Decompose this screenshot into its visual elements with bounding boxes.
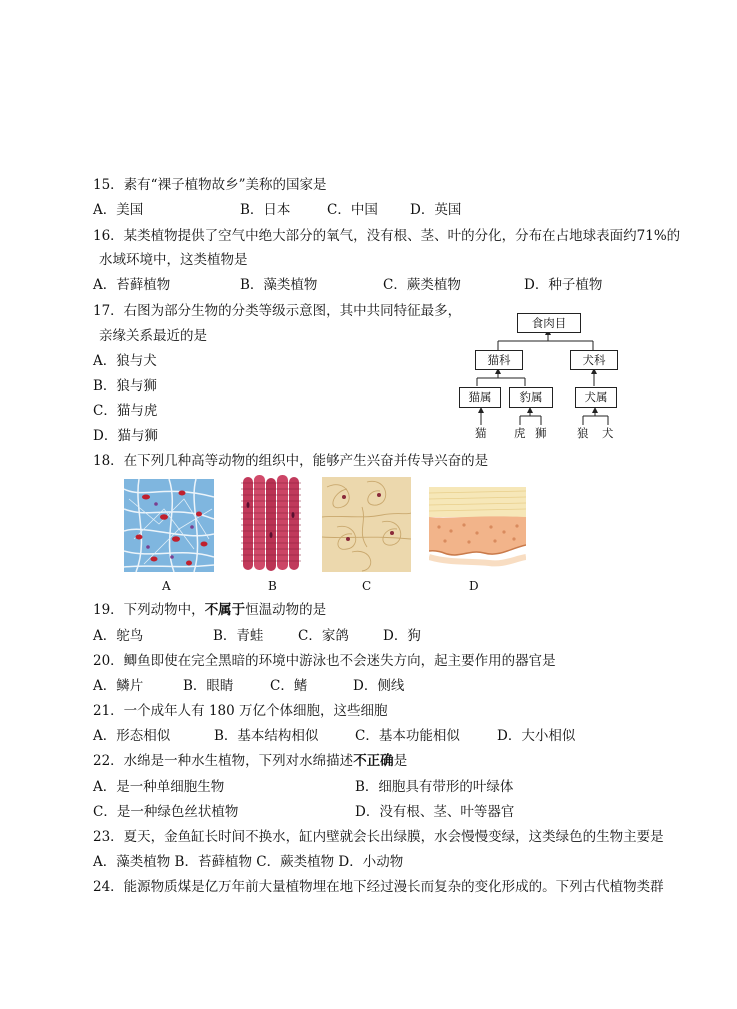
tissue-label-d: D: [469, 579, 479, 593]
q20-option-c: C．鳍: [270, 678, 308, 694]
species-wolf: 狼: [577, 426, 589, 440]
q22-option-a: A．是一种单细胞生物: [93, 779, 225, 795]
q19-option-b: B．青蛙: [213, 628, 264, 644]
tissue-image-c: [322, 477, 411, 572]
q21-option-a: A．形态相似: [93, 728, 171, 744]
species-lion: 狮: [535, 426, 547, 440]
q19-option-d: D．狗: [383, 628, 421, 644]
q17-stem-cont: 亲缘关系最近的是: [99, 328, 207, 344]
q17-option-a: A．狼与犬: [93, 353, 157, 369]
q22-option-d: D．没有根、茎、叶等器官: [355, 804, 515, 820]
q19-option-c: C．家鸽: [298, 628, 349, 644]
q19-option-a: A．鸵鸟: [93, 628, 144, 644]
q17-option-b: B．狼与狮: [93, 378, 157, 394]
tissue-label-c: C: [362, 579, 372, 593]
family-box-cat: 猫科: [475, 350, 523, 370]
q22-stem: [93, 752, 407, 770]
q22-option-c: C．是一种绿色丝状植物: [93, 804, 239, 820]
q19-stem-pre: 19．下列动物中，: [93, 602, 205, 618]
q16-option-b: B．藻类植物: [240, 277, 318, 293]
q20-option-d: D．侧线: [353, 678, 405, 694]
species-dog: 犬: [602, 426, 614, 440]
q21-stem: 21．一个成年人有 180 万亿个体细胞，这些细胞: [93, 703, 388, 719]
genus-box-canis: 犬属: [575, 387, 617, 408]
q15-stem: 15．素有“裸子植物故乡”美称的国家是: [93, 177, 327, 193]
tissue-image-b: [241, 475, 301, 572]
q16-stem-cont: 水域环境中，这类植物是: [99, 252, 248, 268]
q19-stem-bold: 不属于: [204, 602, 246, 618]
q16-option-a: A．苔藓植物: [93, 277, 171, 293]
q19-stem-post: 恒温动物的是: [245, 602, 327, 618]
family-box-dog: 犬科: [570, 350, 618, 370]
q21-option-b: B．基本结构相似: [214, 728, 319, 744]
q19-stem: [93, 601, 326, 619]
q23-options: A．藻类植物 B．苔藓植物 C．蕨类植物 D．小动物: [93, 854, 404, 870]
q15-option-c: C．中国: [327, 202, 378, 218]
q17-option-d: D．猫与狮: [93, 428, 158, 444]
q23-stem: 23．夏天，金鱼缸长时间不换水，缸内壁就会长出绿膜，水会慢慢变绿，这类绿色的生物主要是: [93, 829, 664, 845]
species-cat: 猫: [475, 426, 487, 440]
q16-option-d: D．种子植物: [524, 277, 603, 293]
q20-option-a: A．鳞片: [93, 678, 144, 694]
tissue-label-b: B: [268, 579, 277, 593]
genus-box-panthera: 豹属: [509, 387, 553, 408]
q20-stem: 20．鲫鱼即使在完全黑暗的环境中游泳也不会迷失方向，起主要作用的器官是: [93, 653, 556, 669]
tissue-image-a: [124, 479, 214, 572]
q16-option-c: C．蕨类植物: [383, 277, 461, 293]
q16-stem: 16．某类植物提供了空气中绝大部分的氧气，没有根、茎、叶的分化，分布在占地球表面约71%的: [93, 228, 681, 244]
q15-option-b: B．日本: [240, 202, 291, 218]
q21-option-d: D．大小相似: [497, 728, 576, 744]
tissue-image-d: [429, 487, 526, 567]
q21-option-c: C．基本功能相似: [355, 728, 460, 744]
q22-stem-pre: 22．水绵是一种水生植物，下列对水绵描述: [93, 753, 354, 769]
order-box: 食肉目: [517, 313, 581, 333]
q18-stem: 18．在下列几种高等动物的组织中，能够产生兴奋并传导兴奋的是: [93, 453, 489, 469]
q15-option-d: D．英国: [410, 202, 462, 218]
q17-option-c: C．猫与虎: [93, 403, 158, 419]
q15-option-a: A．美国: [93, 202, 144, 218]
q20-option-b: B．眼睛: [183, 678, 234, 694]
genus-box-felis: 猫属: [459, 387, 501, 408]
species-tiger: 虎: [514, 426, 526, 440]
q22-option-b: B．细胞具有带形的叶绿体: [355, 779, 514, 795]
q17-stem: 17．右图为部分生物的分类等级示意图，其中共同特征最多，: [93, 303, 462, 319]
q22-stem-bold: 不正确: [353, 753, 394, 769]
tissue-label-a: A: [162, 579, 171, 593]
q24-stem: 24．能源物质煤是亿万年前大量植物埋在地下经过漫长而复杂的变化形成的。下列古代植物类群: [93, 879, 664, 895]
q22-stem-post: 是: [393, 753, 408, 769]
